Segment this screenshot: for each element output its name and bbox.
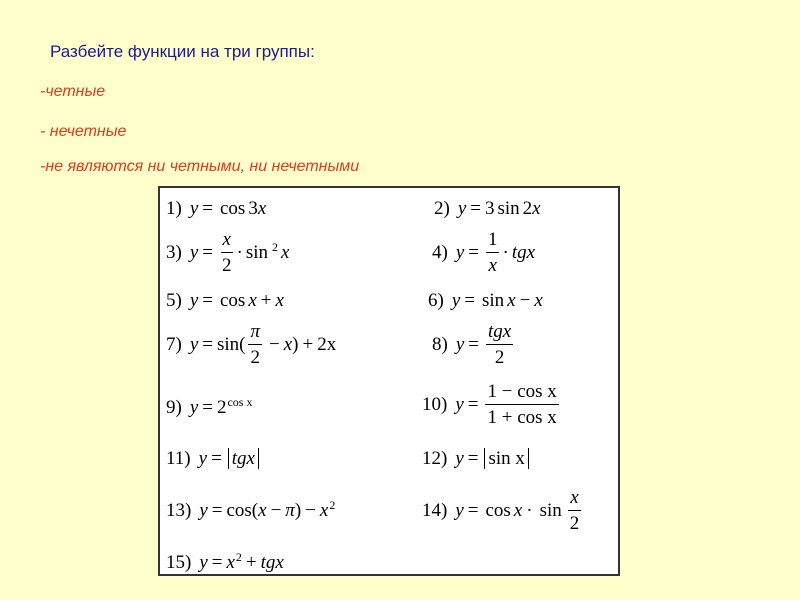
functions-table — [158, 186, 620, 576]
function-1: 1) y = cos 3 x — [166, 198, 267, 219]
function-5: 5) y = cos x + x — [166, 290, 284, 311]
function-4: 4) y = $\frac{1}{x}$ · tgx — [432, 229, 536, 276]
task-title: Разбейте функции на три группы: — [50, 42, 315, 61]
function-14: 14) y = cos x · sin $\frac{x}{2}$ — [422, 487, 580, 534]
function-12: 12) y = sin x — [422, 448, 531, 469]
function-9: 9) y = 2 $^{cos x}$ — [166, 394, 253, 418]
function-2: 2) y = 3 sin 2 x — [434, 198, 541, 219]
function-15: 15) y = x $^2$ + tgx — [166, 549, 284, 573]
function-11: 11) y = tgx — [166, 448, 261, 469]
function-7: 7) y = sin( $\frac{\pi}{2}$ − x ) + 2x — [166, 321, 337, 368]
option-even: -четные — [40, 83, 106, 100]
option-odd: - нечетные — [40, 123, 127, 140]
option-neither: -не являются ни четными, ни нечетными — [40, 158, 360, 175]
function-6: 6) y = sin x − x — [428, 290, 543, 311]
function-10: 10) y = $\frac{\text{1 − cos x}}{\text{1 + cos x}}$ — [422, 381, 557, 428]
function-3: 3) y = $\frac{x}{2}$ · sin $^2$ x — [166, 229, 290, 276]
function-13: 13) y = cos( x − π ) − x $^2$ — [166, 497, 336, 521]
function-8: 8) y = $\frac{\text{tgx}}{2}$ — [432, 321, 512, 368]
